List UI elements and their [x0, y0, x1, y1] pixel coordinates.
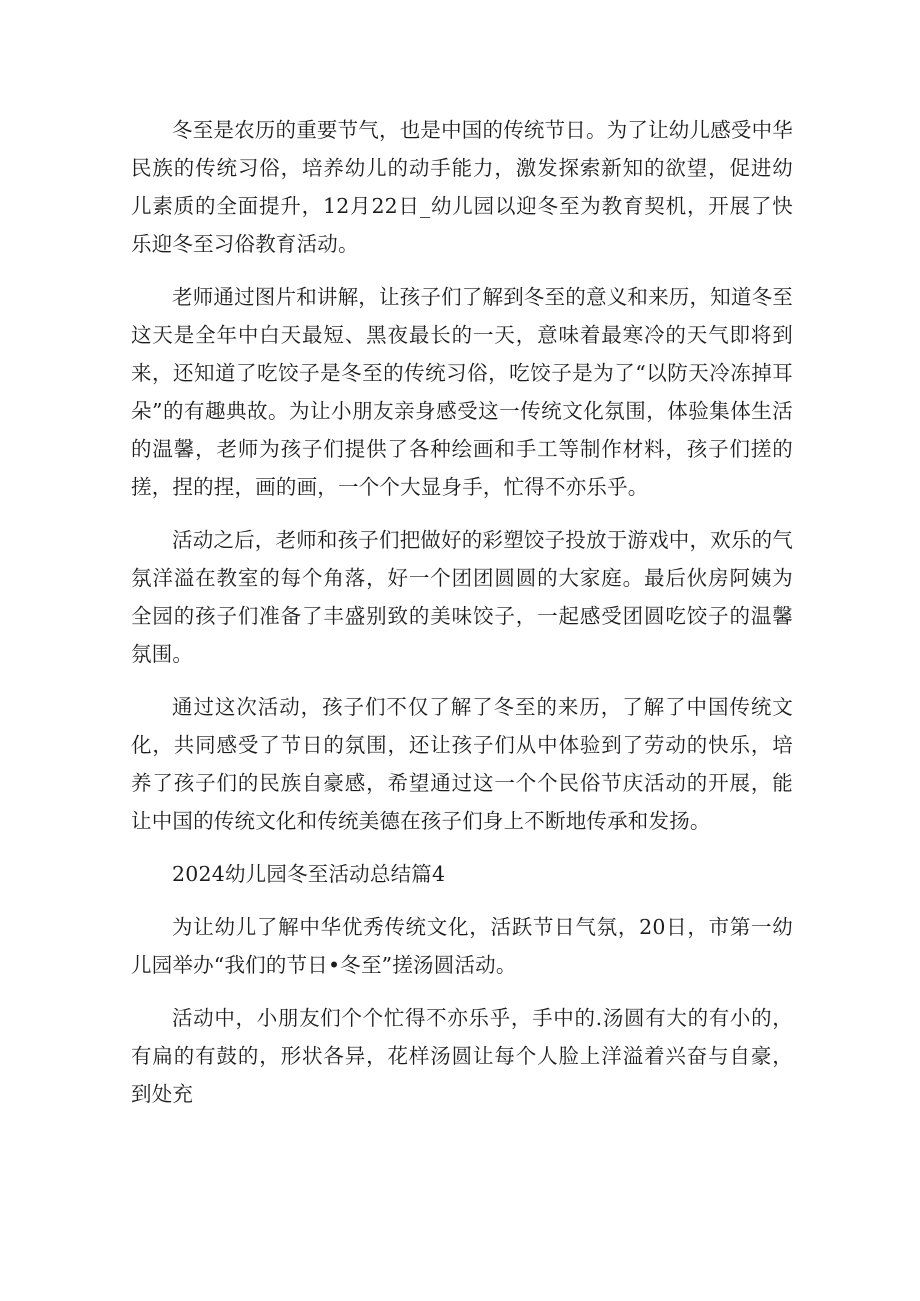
section-heading: 2024幼儿园冬至活动总结篇4	[172, 862, 446, 886]
paragraph-tangyuan-activity: 活动中，小朋友们个个忙得不亦乐乎，手中的.汤圆有大的有小的，有扁的有鼓的，形状各异，花样汤圆让每个人脸上洋溢着兴奋与自豪，到处充	[131, 1006, 793, 1106]
paragraph-teacher-explanation: 老师通过图片和讲解，让孩子们了解到冬至的意义和来历，知道冬至这天是全年中白天最短、黑夜最长的一天，意味着最寒冷的天气即将到来，还知道了吃饺子是冬至的传统习俗，吃饺子是为了“以防天冷冻掉耳朵”的有趣典故。为让小朋友亲身感受这一传统文化氛围，体验集体生活的温馨，老师为孩子们提供了各种绘画和手工等制作材料，孩子们搓的搓，捏的捏，画的画，一个个大显身手，忙得不亦乐乎。	[131, 285, 793, 499]
paragraph-winter-solstice-intro: 冬至是农历的重要节气，也是中国的传统节日。为了让幼儿感受中华民族的传统习俗，培养幼儿的动手能力，激发探索新知的欲望，促进幼儿素质的全面提升，12月22日_幼儿园以迎冬至为教育契机，开展了快乐迎冬至习俗教育活动。	[131, 118, 793, 256]
paragraph-tangyuan-event: 为让幼儿了解中华优秀传统文化，活跃节日气氛，20日，市第一幼儿园举办“我们的节日•冬至”搓汤圆活动。	[131, 915, 793, 977]
paragraph-after-activity: 活动之后，老师和孩子们把做好的彩塑饺子投放于游戏中，欢乐的气氛洋溢在教室的每个角落，好一个团团圆圆的大家庭。最后伙房阿姨为全园的孩子们准备了丰盛别致的美味饺子，一起感受团圆吃饺子的温馨氛围。	[131, 528, 793, 666]
document-body	[131, 111, 793, 1113]
paragraph-activity-outcome: 通过这次活动，孩子们不仅了解了冬至的来历，了解了中国传统文化，共同感受了节日的氛围，还让孩子们从中体验到了劳动的快乐，培养了孩子们的民族自豪感，希望通过这一个个民俗节庆活动的开展，能让中国的传统文化和传统美德在孩子们身上不断地传承和发扬。	[131, 695, 793, 833]
